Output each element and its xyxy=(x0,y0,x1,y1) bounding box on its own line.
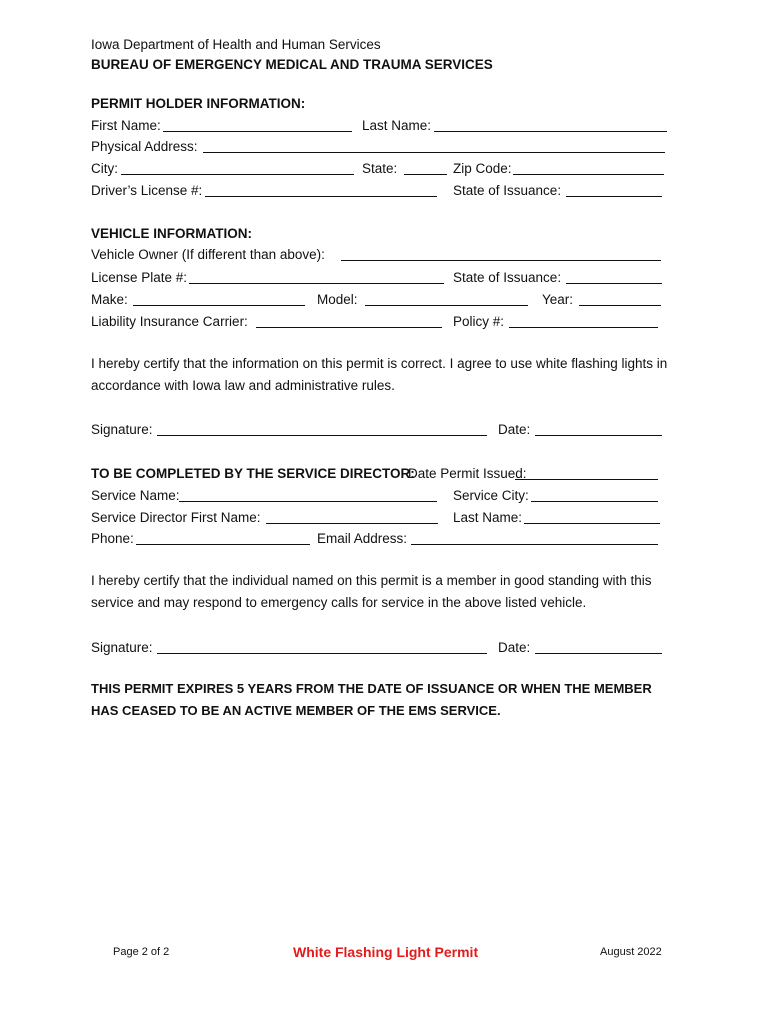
date-issued-label: Date Permit Issued: xyxy=(408,466,527,481)
city-field[interactable] xyxy=(121,174,354,175)
service-name-field[interactable] xyxy=(179,501,437,502)
state-field[interactable] xyxy=(404,174,447,175)
city-label: City: xyxy=(91,161,118,176)
vehicle-heading: VEHICLE INFORMATION: xyxy=(91,226,252,241)
plate-state-label: State of Issuance: xyxy=(453,270,562,285)
zip-field[interactable] xyxy=(513,174,664,175)
director-first-name-label: Service Director First Name: xyxy=(91,510,261,525)
drivers-license-label: Driver’s License #: xyxy=(91,183,203,198)
last-name-field[interactable] xyxy=(434,131,667,132)
insurance-carrier-label: Liability Insurance Carrier: xyxy=(91,314,248,329)
vehicle-owner-field[interactable] xyxy=(341,260,661,261)
director-certification-text: I hereby certify that the individual named on this permit is a member in good standing with this service and may respond to emergency calls for service in the above listed vehicle. xyxy=(91,573,652,610)
plate-state-field[interactable] xyxy=(566,283,662,284)
first-name-field[interactable] xyxy=(163,131,352,132)
model-label: Model: xyxy=(317,292,358,307)
holder-date-field[interactable] xyxy=(535,435,662,436)
footer-date: August 2022 xyxy=(600,946,662,958)
holder-signature-field[interactable] xyxy=(157,435,487,436)
insurance-carrier-field[interactable] xyxy=(256,327,442,328)
agency-name: Iowa Department of Health and Human Services xyxy=(91,37,381,52)
director-last-name-label: Last Name: xyxy=(453,510,523,525)
license-state-label: State of Issuance: xyxy=(453,183,562,198)
director-first-name-field[interactable] xyxy=(266,523,438,524)
policy-label: Policy #: xyxy=(453,314,505,329)
zip-label: Zip Code: xyxy=(453,161,512,176)
director-last-name-field[interactable] xyxy=(524,523,660,524)
director-signature-label: Signature: xyxy=(91,640,153,655)
last-name-label: Last Name: xyxy=(362,118,432,133)
make-field[interactable] xyxy=(133,305,305,306)
email-field[interactable] xyxy=(411,544,658,545)
license-state-field[interactable] xyxy=(566,196,662,197)
license-plate-label: License Plate #: xyxy=(91,270,188,285)
permit-holder-heading: PERMIT HOLDER INFORMATION: xyxy=(91,96,306,111)
first-name-label: First Name: xyxy=(91,118,161,133)
service-name-label: Service Name: xyxy=(91,488,180,503)
physical-address-field[interactable] xyxy=(203,152,665,153)
expiry-notice: THIS PERMIT EXPIRES 5 YEARS FROM THE DATE OF ISSUANCE OR WHEN THE MEMBER HAS CEASED TO BE AN ACTIVE MEMBER OF THE EMS SERVICE. xyxy=(91,681,652,718)
physical-address-label: Physical Address: xyxy=(91,139,198,154)
license-plate-field[interactable] xyxy=(189,283,444,284)
director-date-field[interactable] xyxy=(535,653,662,654)
holder-date-label: Date: xyxy=(498,422,531,437)
footer-title: White Flashing Light Permit xyxy=(293,944,479,960)
holder-certification-text: I hereby certify that the information on this permit is correct. I agree to use white flashing lights in accordance with Iowa law and administrative rules. xyxy=(91,356,668,393)
date-issued-field[interactable] xyxy=(515,479,658,480)
email-label: Email Address: xyxy=(317,531,408,546)
director-date-label: Date: xyxy=(498,640,531,655)
year-field[interactable] xyxy=(579,305,661,306)
phone-field[interactable] xyxy=(136,544,310,545)
vehicle-owner-label: Vehicle Owner (If different than above): xyxy=(91,247,325,262)
drivers-license-field[interactable] xyxy=(205,196,437,197)
page-number: Page 2 of 2 xyxy=(113,946,170,958)
make-label: Make: xyxy=(91,292,128,307)
service-city-field[interactable] xyxy=(531,501,658,502)
holder-signature-label: Signature: xyxy=(91,422,153,437)
phone-label: Phone: xyxy=(91,531,134,546)
year-label: Year: xyxy=(542,292,574,307)
bureau-name: BUREAU OF EMERGENCY MEDICAL AND TRAUMA SERVICES xyxy=(91,57,493,72)
policy-field[interactable] xyxy=(509,327,658,328)
service-city-label: Service City: xyxy=(453,488,529,503)
director-heading: TO BE COMPLETED BY THE SERVICE DIRECTOR: xyxy=(91,466,415,481)
model-field[interactable] xyxy=(365,305,528,306)
director-signature-field[interactable] xyxy=(157,653,487,654)
state-label: State: xyxy=(362,161,398,176)
